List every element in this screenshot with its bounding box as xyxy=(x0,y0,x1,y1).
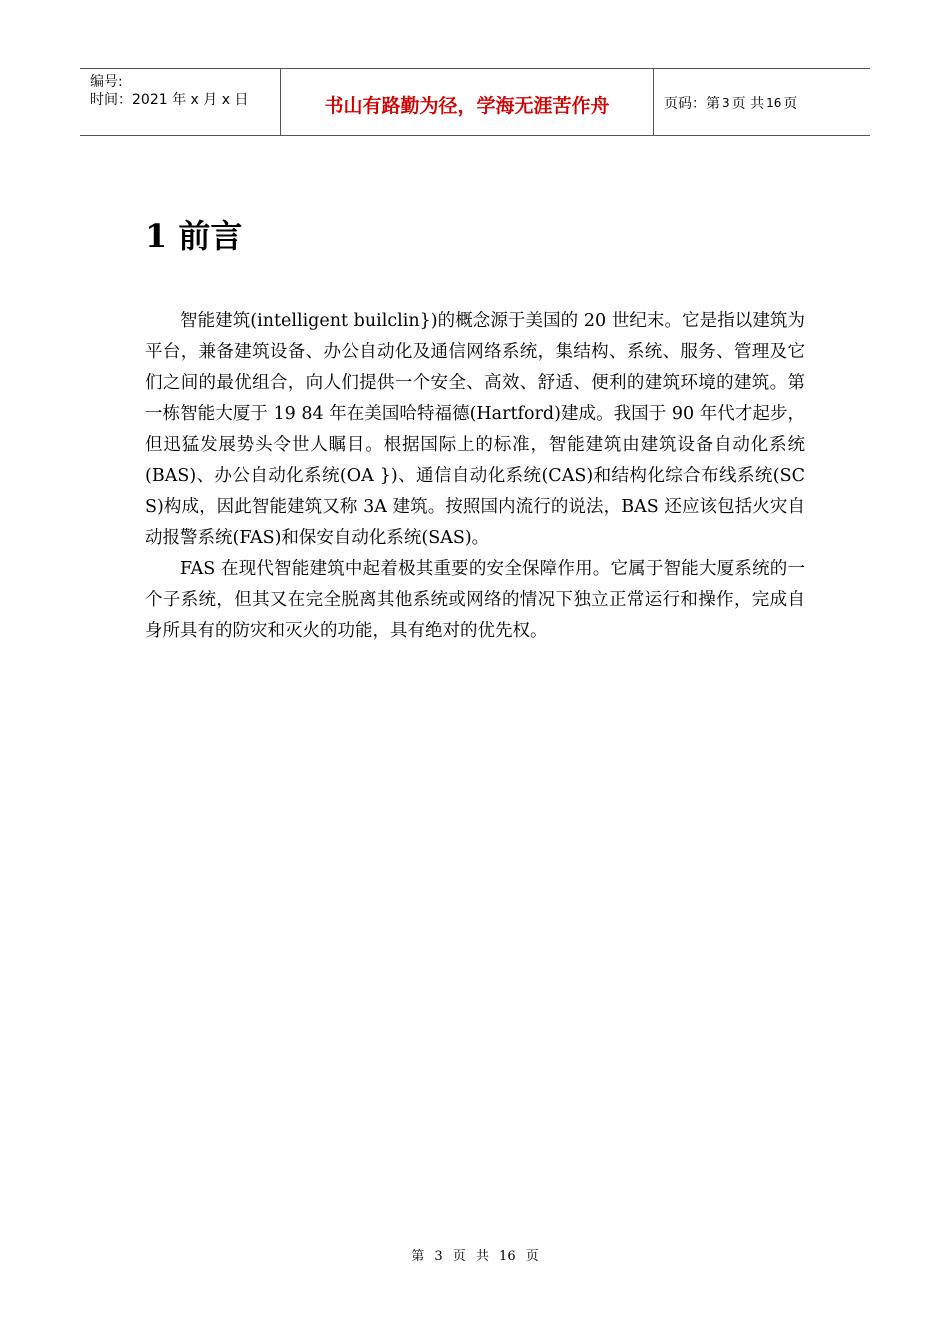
page-prefix: 页码：第 xyxy=(664,96,720,112)
section-title: 1 前言 xyxy=(145,217,243,255)
header-motto: 书山有路勤为径，学海无涯苦作舟 xyxy=(281,69,654,135)
paragraph: FAS 在现代智能建筑中起着极其重要的安全保障作用。它属于智能大厦系统的一个子系统，但其又在完全脱离其他系统或网络的情况下独立正常运行和操作，完成自身所具有的防灾和灭火的功能，具有绝对的优先权。 xyxy=(145,559,805,641)
paragraph: 智能建筑(intelligent builclin})的概念源于美国的 20 世纪末。它是指以建筑为平台，兼备建筑设备、办公自动化及通信网络系统，集结构、系统、服务、管理及它们之间的最优组合，向人们提供一个安全、高效、舒适、便利的建筑环境的建筑。第一栋智能大厦于 19 84 年在美国哈特福德(Hartford)建成。我国于 90 年代才起步，但迅猛发展势头令世人瞩目。根据国际上的标准，智能建筑由建筑设备自动化系统(BAS)、办公自动化系统(OA })、通信自动化系统(CAS)和结构化综合布线系统(SC S)构成，因此智能建筑又称 3A 建筑。按照国内流行的说法，BAS 还应该包括火灾自动报警系统(FAS)和保安自动化系统(SAS)。 xyxy=(145,311,805,548)
page-mid: 页 共 xyxy=(731,96,765,112)
header-page-info xyxy=(654,69,870,135)
page-current: 3 xyxy=(722,96,730,110)
page-footer: 第 3 页 共 16 页 xyxy=(411,1249,539,1264)
section-body xyxy=(145,306,805,647)
header-meta xyxy=(80,69,281,135)
document-date: 时间：2021 年 x 月 x 日 xyxy=(90,92,249,108)
page-suffix: 页 xyxy=(783,96,798,112)
page-header xyxy=(80,68,870,136)
page-total: 16 xyxy=(766,96,782,110)
document-number-label: 编号: xyxy=(90,74,123,90)
